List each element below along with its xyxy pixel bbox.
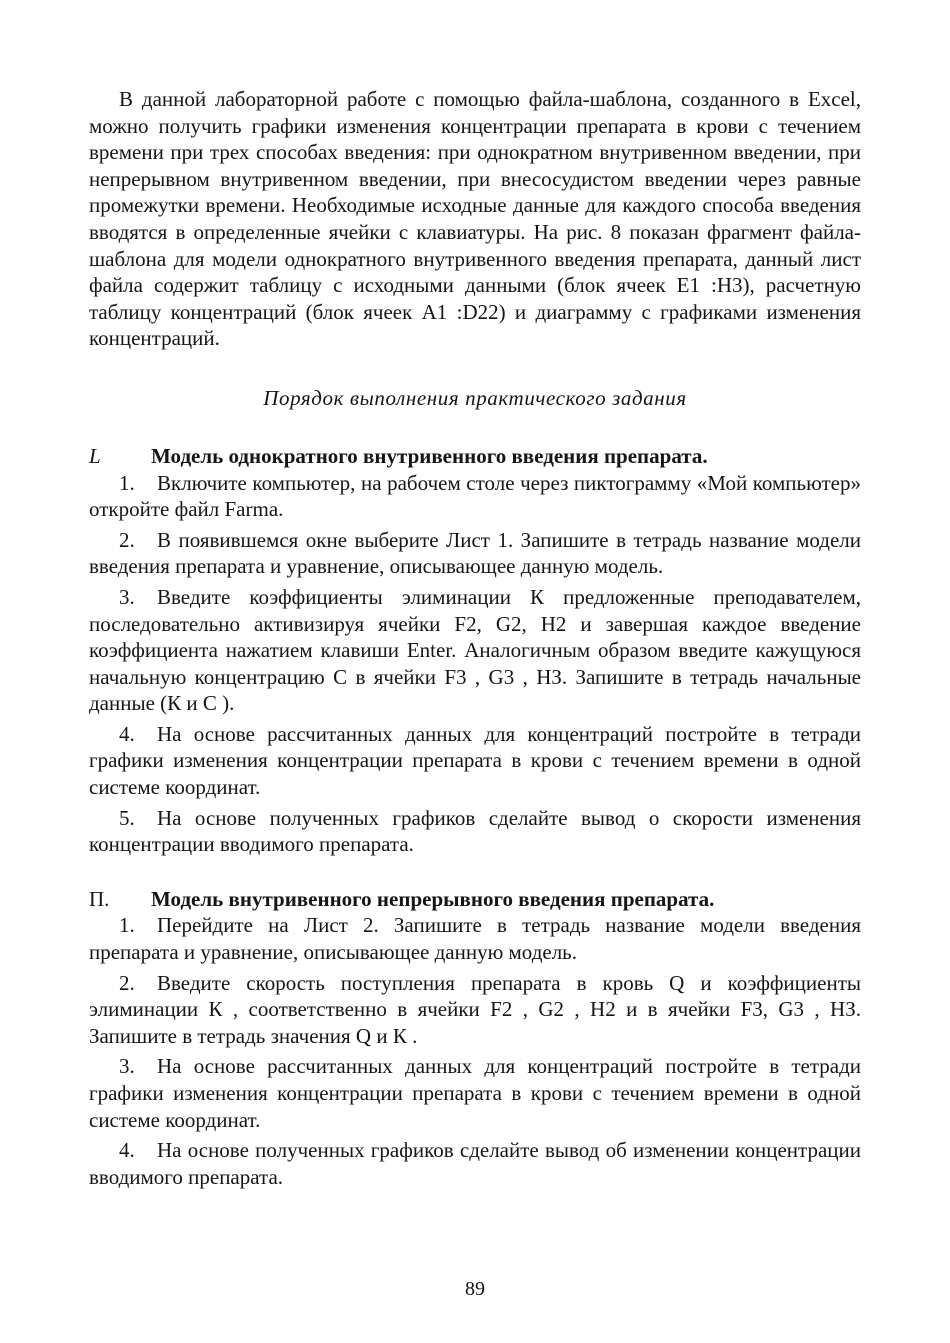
list-item <box>89 721 861 801</box>
list-item <box>89 912 861 965</box>
list-item <box>89 970 861 1050</box>
list-item <box>89 805 861 858</box>
item-number: 1. <box>119 913 135 938</box>
item-number: 3. <box>119 584 135 609</box>
intro-paragraph: В данной лабораторной работе с помощью файла-шаблона, созданного в Excel, можно получить графики изменения концентрации препарата в крови с течением времени при трех способах введения: при однократном внутривенном введении, при непрерывном внутривенном введении, при внесосудистом введении через равные промежутки времени. Необходимые исходные данные для каждого способа введения вводятся в определенные ячейки с клавиатуры. На рис. 8 показан фрагмент файла-шаблона для модели однократного внутривенного введения препарата, данный лист файла содержит таблицу с исходными данными (блок ячеек E1 :H3), расчетную таблицу концентраций (блок ячеек A1 :D22) и диаграмму с графиками изменения концентраций. <box>89 87 861 351</box>
section-1 <box>89 443 861 858</box>
section-subtitle: Порядок выполнения практического задания <box>263 385 687 410</box>
item-number: 4. <box>119 1138 135 1163</box>
list-item <box>89 584 861 717</box>
item-number: 2. <box>119 527 135 552</box>
item-number: 2. <box>119 970 135 995</box>
item-text: Введите коэффициенты элиминации К предложенные преподавателем, последовательно активизируя ячейки F2, G2, H2 и завершая каждое введение коэффициента нажатием клавиши Enter. Аналогичным образом введите кажущуюся начальную концентрацию С в ячейки F3 , G3 , НЗ. Запишите в тетрадь начальные данные (К и С ). <box>89 584 861 716</box>
list-item <box>89 1137 861 1190</box>
list-item <box>89 527 861 580</box>
item-text: Введите скорость поступления препарата в кровь Q и коэффициенты элиминации К , соответственно в ячейки F2 , G2 , H2 и в ячейки F3, G3 , НЗ. Запишите в тетрадь значения Q и К . <box>89 970 861 1048</box>
section-2-heading <box>89 886 861 913</box>
item-text: На основе полученных графиков сделайте вывод о скорости изменения концентрации вводимого препарата. <box>89 805 861 857</box>
item-number: 5. <box>119 805 135 830</box>
item-text: На основе рассчитанных данных для концентраций постройте в тетради графики изменения концентрации препарата в крови с течением времени в одной системе координат. <box>89 721 861 800</box>
item-text: Перейдите на Лист 2. Запишите в тетрадь название модели введения препарата и уравнение, описывающее данную модель. <box>89 913 861 965</box>
item-number: 1. <box>119 470 135 495</box>
page-number: 89 <box>465 1278 485 1300</box>
page-body <box>89 86 861 1194</box>
item-text: Включите компьютер, на рабочем столе через пиктограмму «Мой компьютер» откройте файл Farma. <box>89 470 861 522</box>
section-1-marker: L <box>89 443 101 468</box>
item-text: На основе полученных графиков сделайте вывод об изменении концентрации вводимого препарата. <box>89 1138 861 1189</box>
section-2-title: Модель внутривенного непрерывного введения препарата. <box>151 886 715 911</box>
section-spacer <box>89 862 861 886</box>
item-text: На основе рассчитанных данных для концентраций постройте в тетради графики изменения концентрации препарата в крови с течением времени в одной системе координат. <box>89 1054 861 1132</box>
section-2 <box>89 886 861 1191</box>
item-number: 4. <box>119 721 135 746</box>
item-number: 3. <box>119 1054 135 1079</box>
section-1-title: Модель однократного внутривенного введения препарата. <box>151 443 708 468</box>
list-item <box>89 470 861 523</box>
section-2-marker: П. <box>89 886 110 911</box>
item-text: В появившемся окне выберите Лист 1. Запишите в тетрадь название модели введения препарата и уравнение, описывающее данную модель. <box>89 527 861 579</box>
section-1-heading <box>89 443 861 470</box>
list-item <box>89 1053 861 1133</box>
